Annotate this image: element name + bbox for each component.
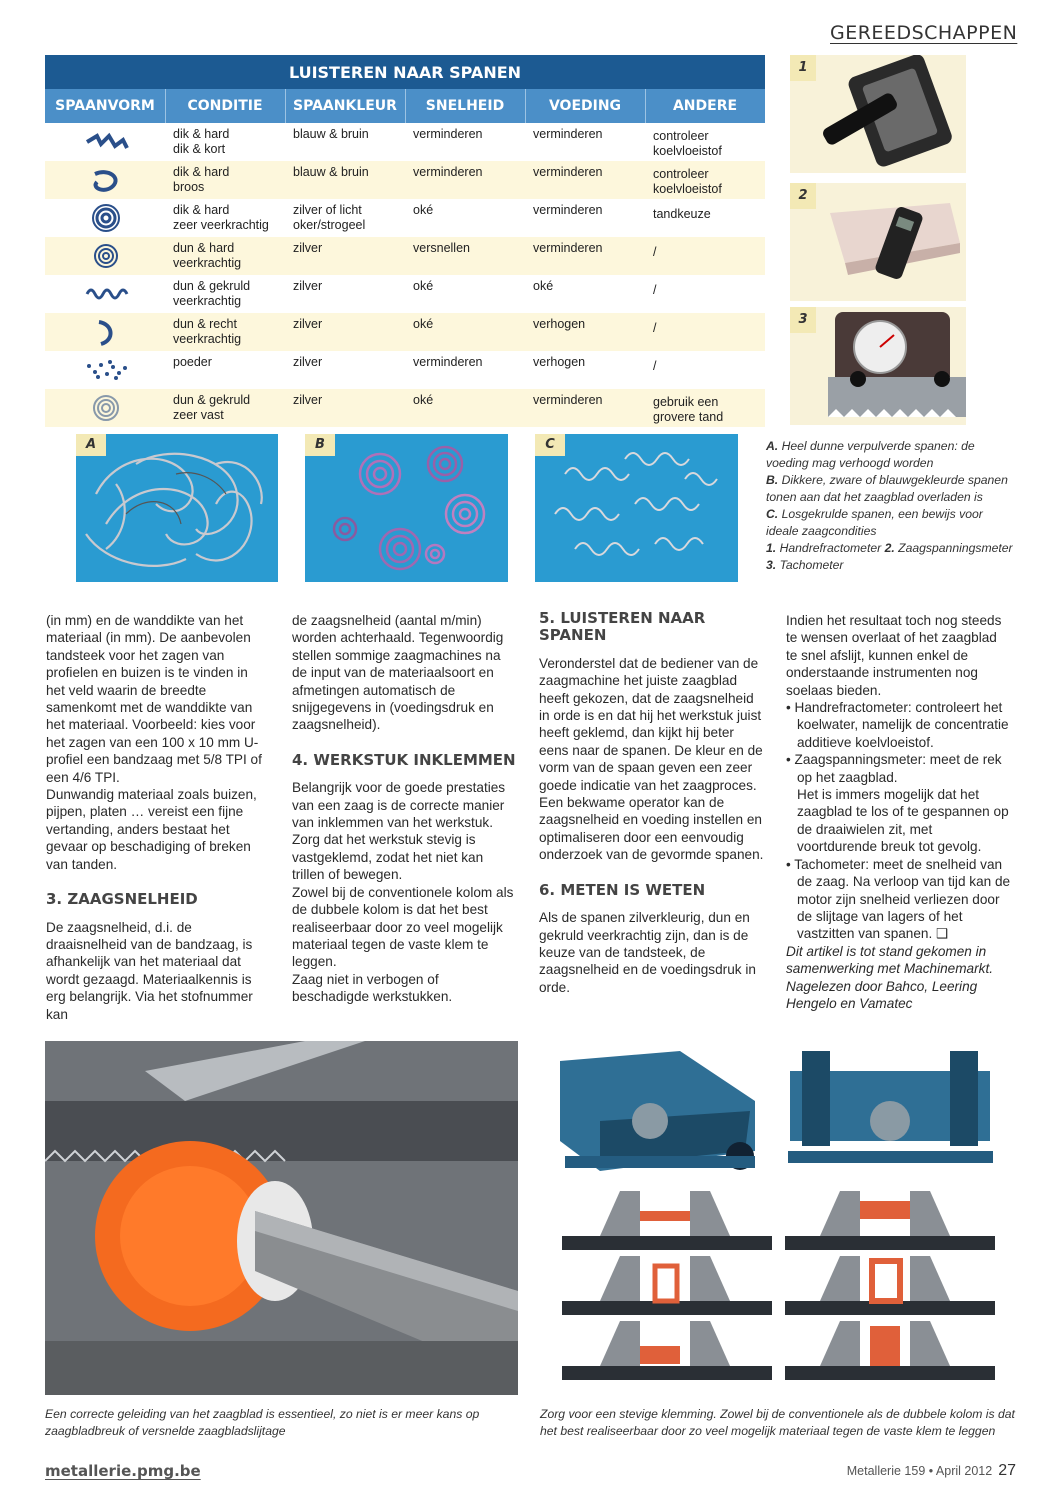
cell-conditie: dik & hard dik & kort	[173, 127, 230, 156]
clamp-illustration	[540, 1041, 1015, 1395]
photo-caption-abc: A. Heel dunne verpulverde spanen: de voeding mag verhoogd worden B. Dikkere, zware of blauwgekleurde spanen tonen aan dat het zaagblad overladen is C. Losgekrulde spanen, een bewijs voor ideale zaagcondities 1. Handrefractometer 2. Zaagspanningsmeter 3. Tachometer	[766, 439, 1013, 572]
clamping-diagram	[540, 1041, 1015, 1395]
cell-spaankleur: zilver	[293, 279, 323, 293]
section-label: GEREEDSCHAPPEN	[830, 22, 1018, 44]
col-header-andere: ANDERE	[672, 98, 738, 114]
col-header-conditie: CONDITIE	[187, 98, 263, 114]
cell-andere: controleer koelvloeistof	[653, 167, 722, 196]
chips-curled-image	[535, 434, 738, 582]
chips-thin-image	[76, 434, 278, 582]
chip-shape-icon	[81, 318, 131, 346]
chips-thick-image	[305, 434, 508, 582]
chip-shape-icon	[81, 394, 131, 422]
photo-2-tag: 2	[790, 183, 816, 209]
chip-shape-icon	[81, 356, 131, 384]
bullet-item: • Tachometer: meet de snelheid van de zaag. Na verloop van tijd kan de motor zijn snelheid verliezen door de slijtage van lagers of het vastzitten van spanen. ❑	[786, 856, 1011, 942]
cell-conditie: dun & gekruld veerkrachtig	[173, 279, 251, 308]
bullet-continuation: Het is immers mogelijk dat het zaagblad te los of te gespannen op de draaiwielen zit, met voortdurende breuk tot gevolg.	[797, 787, 1009, 855]
cell-spaankleur: blauw & bruin	[293, 165, 369, 179]
col-header-snelheid: SNELHEID	[425, 98, 505, 114]
cell-voeding: verhogen	[533, 317, 586, 331]
tension-meter-image	[790, 183, 966, 301]
cell-andere: gebruik een grovere tand	[653, 395, 724, 424]
paragraph: Als de spanen zilverkleurig, dun en gekruld veerkrachtig zijn, dan is de keuze van de tandsteek, de zaagsnelheid en de voedingsdruk in orde.	[539, 910, 756, 995]
photo-b	[305, 434, 508, 582]
paragraph: Dunwandig materiaal zoals buizen, pijpen, platen … vereist een fijne vertanding, anders bestaat het gevaar op beschadiging of breken van tanden.	[46, 787, 257, 872]
heading-werkstuk-inklemmen: 4. WERKSTUK INKLEMMEN	[292, 750, 516, 769]
cell-voeding: verminderen	[533, 203, 603, 217]
photo-c	[535, 434, 738, 582]
cell-conditie: dun & gekruld zeer vast	[173, 393, 251, 422]
cell-snelheid: versnellen	[413, 241, 470, 255]
cell-spaankleur: zilver	[293, 241, 323, 255]
footer-issue-text: Metallerie 159 • April 2012	[846, 1464, 993, 1478]
photo-refractometer	[790, 55, 966, 173]
cell-conditie: dik & hard zeer veerkrachtig	[173, 203, 269, 232]
col-header-spaanvorm: SPAANVORM	[55, 98, 155, 114]
cell-snelheid: oké	[413, 393, 434, 407]
text-column-1	[46, 612, 264, 1023]
photo-b-tag: B	[305, 434, 335, 456]
photo-a-tag: A	[76, 434, 106, 456]
cell-voeding: verminderen	[533, 241, 603, 255]
chip-shape-icon	[81, 242, 131, 270]
photo-c-tag: C	[535, 434, 565, 456]
photo-a	[76, 434, 278, 582]
heading-zaagsnelheid: 3. ZAAGSNELHEID	[46, 890, 198, 909]
cell-andere: /	[653, 245, 657, 259]
table-row	[45, 237, 765, 275]
cell-conditie: dun & recht veerkrachtig	[173, 317, 242, 346]
photo-1-tag: 1	[790, 55, 816, 81]
cell-andere: tandkeuze	[653, 207, 711, 221]
cell-snelheid: oké	[413, 317, 434, 331]
footer-website-link[interactable]: metallerie.pmg.be	[45, 1462, 201, 1480]
text-column-2	[292, 612, 517, 1006]
cell-voeding: verhogen	[533, 355, 586, 369]
paragraph: (in mm) en de wanddikte van het materiaal (in mm). De aanbevolen tandsteek voor het zagen van profielen en buizen is te vinden in het veld waarin de breedte samenkomt met de wanddikte van het materiaal. Voorbeeld: kies voor het zagen van een 100 x 10 mm U-profiel een bandzaag met 5/8 TPI of een 4/6 TPI.	[46, 613, 262, 785]
cell-snelheid: oké	[413, 279, 434, 293]
cell-spaankleur: zilver	[293, 393, 323, 407]
paragraph: Veronderstel dat de bediener van de zaagmachine het juiste zaagblad heeft gekozen, dat de zaagsnelheid in orde is en dat hij het werkstuk juist heeft geklemd, dan kijkt hij beter eens naar de spanen. De kleur en de vorm van de spaan geven een zeer goede indicatie van het zaagproces. Een bekwame operator kan de zaagsnelheid en voeding instellen en optimaliseren door een eenvoudig onderzoek van de gevormde spanen.	[539, 655, 764, 863]
cell-conditie: poeder	[173, 355, 212, 369]
saw-guide-photo	[45, 1041, 518, 1395]
footer-issue	[847, 1462, 1016, 1480]
heading-meten-is-weten: 6. METEN IS WETEN	[539, 880, 706, 899]
cell-voeding: verminderen	[533, 393, 603, 407]
paragraph: de zaagsnelheid (aantal m/min) worden achterhaald. Tegenwoordig stellen sommige zaagmachines na de input van de materiaalsoort en afmetingen automatisch de snijgegevens in (voedingsdruk en zaagsnelheid).	[292, 613, 504, 733]
saw-photo-caption: Een correcte geleiding van het zaagblad is essentieel, zo niet is er meer kans op zaagbladbreuk of versnelde zaagbladslijtage	[45, 1407, 480, 1438]
paragraph: Zowel bij de conventionele kolom als de dubbele kolom is dat het best realiseerbaar door zo veel mogelijk materiaal tegen de vaste klem te leggen.	[292, 884, 514, 970]
bullet-item: • Handrefractometer: controleert het koelwater, namelijk de concentratie additieve koelvloeistof.	[786, 700, 1009, 750]
text-column-4	[786, 612, 1011, 1012]
table-row	[45, 123, 765, 161]
article-credit: Dit artikel is tot stand gekomen in samenwerking met Machinemarkt. Nagelezen door Bahco, Leering Hengelo en Vamatec	[786, 943, 993, 1011]
cell-spaankleur: blauw & bruin	[293, 127, 369, 141]
cell-conditie: dun & hard veerkrachtig	[173, 241, 242, 270]
bullet-item: • Zaagspanningsmeter: meet de rek op het zaagblad.	[786, 752, 1002, 785]
cell-spaankleur: zilver of licht oker/strogeel	[293, 203, 366, 232]
table-row	[45, 161, 765, 199]
photo-tension-meter	[790, 183, 966, 301]
cell-snelheid: verminderen	[413, 355, 483, 369]
cell-andere: /	[653, 283, 657, 297]
table-row	[45, 275, 765, 313]
page-number: 27	[998, 1462, 1016, 1479]
photo-3-tag: 3	[790, 307, 816, 333]
table-row	[45, 389, 765, 427]
chip-shape-icon	[81, 166, 131, 194]
paragraph: Belangrijk voor de goede prestaties van een zaag is de correcte manier van inklemmen van het werkstuk. Zorg dat het werkstuk stevig is vastgeklemd, zodat het niet kan trillen of bewegen.	[292, 780, 506, 883]
chip-table	[45, 55, 765, 428]
paragraph: Indien het resultaat toch nog steeds te wensen overlaat of het zaagblad te snel afslijt, kunnen enkel de onderstaande instrumenten nog soelaas bieden.	[786, 613, 1002, 698]
cell-andere: controleer koelvloeistof	[653, 129, 722, 158]
paragraph: Zaag niet in verbogen of beschadigde werkstukken.	[292, 971, 453, 1005]
chip-shape-icon	[81, 128, 131, 156]
cell-andere: /	[653, 321, 657, 335]
table-row	[45, 351, 765, 389]
table-row	[45, 313, 765, 351]
chip-shape-icon	[81, 204, 131, 232]
table-title: LUISTEREN NAAR SPANEN	[45, 55, 765, 89]
text-column-3	[539, 604, 765, 996]
cell-snelheid: oké	[413, 203, 434, 217]
chip-shape-icon	[81, 280, 131, 308]
heading-luisteren-naar-spanen: 5. LUISTEREN NAAR SPANEN	[539, 609, 706, 645]
col-header-voeding: VOEDING	[548, 98, 622, 114]
clamp-diagram-caption: Zorg voor een stevige klemming. Zowel bij de conventionele als de dubbele kolom is dat het best realiseerbaar door zo veel mogelijk materiaal tegen de vaste klem te leggen	[540, 1407, 1015, 1438]
cell-spaankleur: zilver	[293, 317, 323, 331]
refractometer-image	[790, 55, 966, 173]
cell-spaankleur: zilver	[293, 355, 323, 369]
cell-voeding: oké	[533, 279, 554, 293]
cell-snelheid: verminderen	[413, 127, 483, 141]
saw-brush-image	[45, 1041, 518, 1395]
cell-conditie: dik & hard broos	[173, 165, 230, 194]
cell-snelheid: verminderen	[413, 165, 483, 179]
col-header-spaankleur: SPAANKLEUR	[293, 98, 397, 114]
table-header-row	[45, 89, 765, 123]
tachometer-image	[790, 307, 966, 425]
cell-voeding: verminderen	[533, 127, 603, 141]
table-row	[45, 199, 765, 237]
paragraph: De zaagsnelheid, d.i. de draaisnelheid van de bandzaag, is afhankelijk van het materiaal dat wordt gezaagd. Materiaalkennis is erg belangrijk. Via het stofnummer kan	[46, 919, 253, 1022]
cell-andere: /	[653, 359, 657, 373]
cell-voeding: verminderen	[533, 165, 603, 179]
photo-tachometer	[790, 307, 966, 425]
